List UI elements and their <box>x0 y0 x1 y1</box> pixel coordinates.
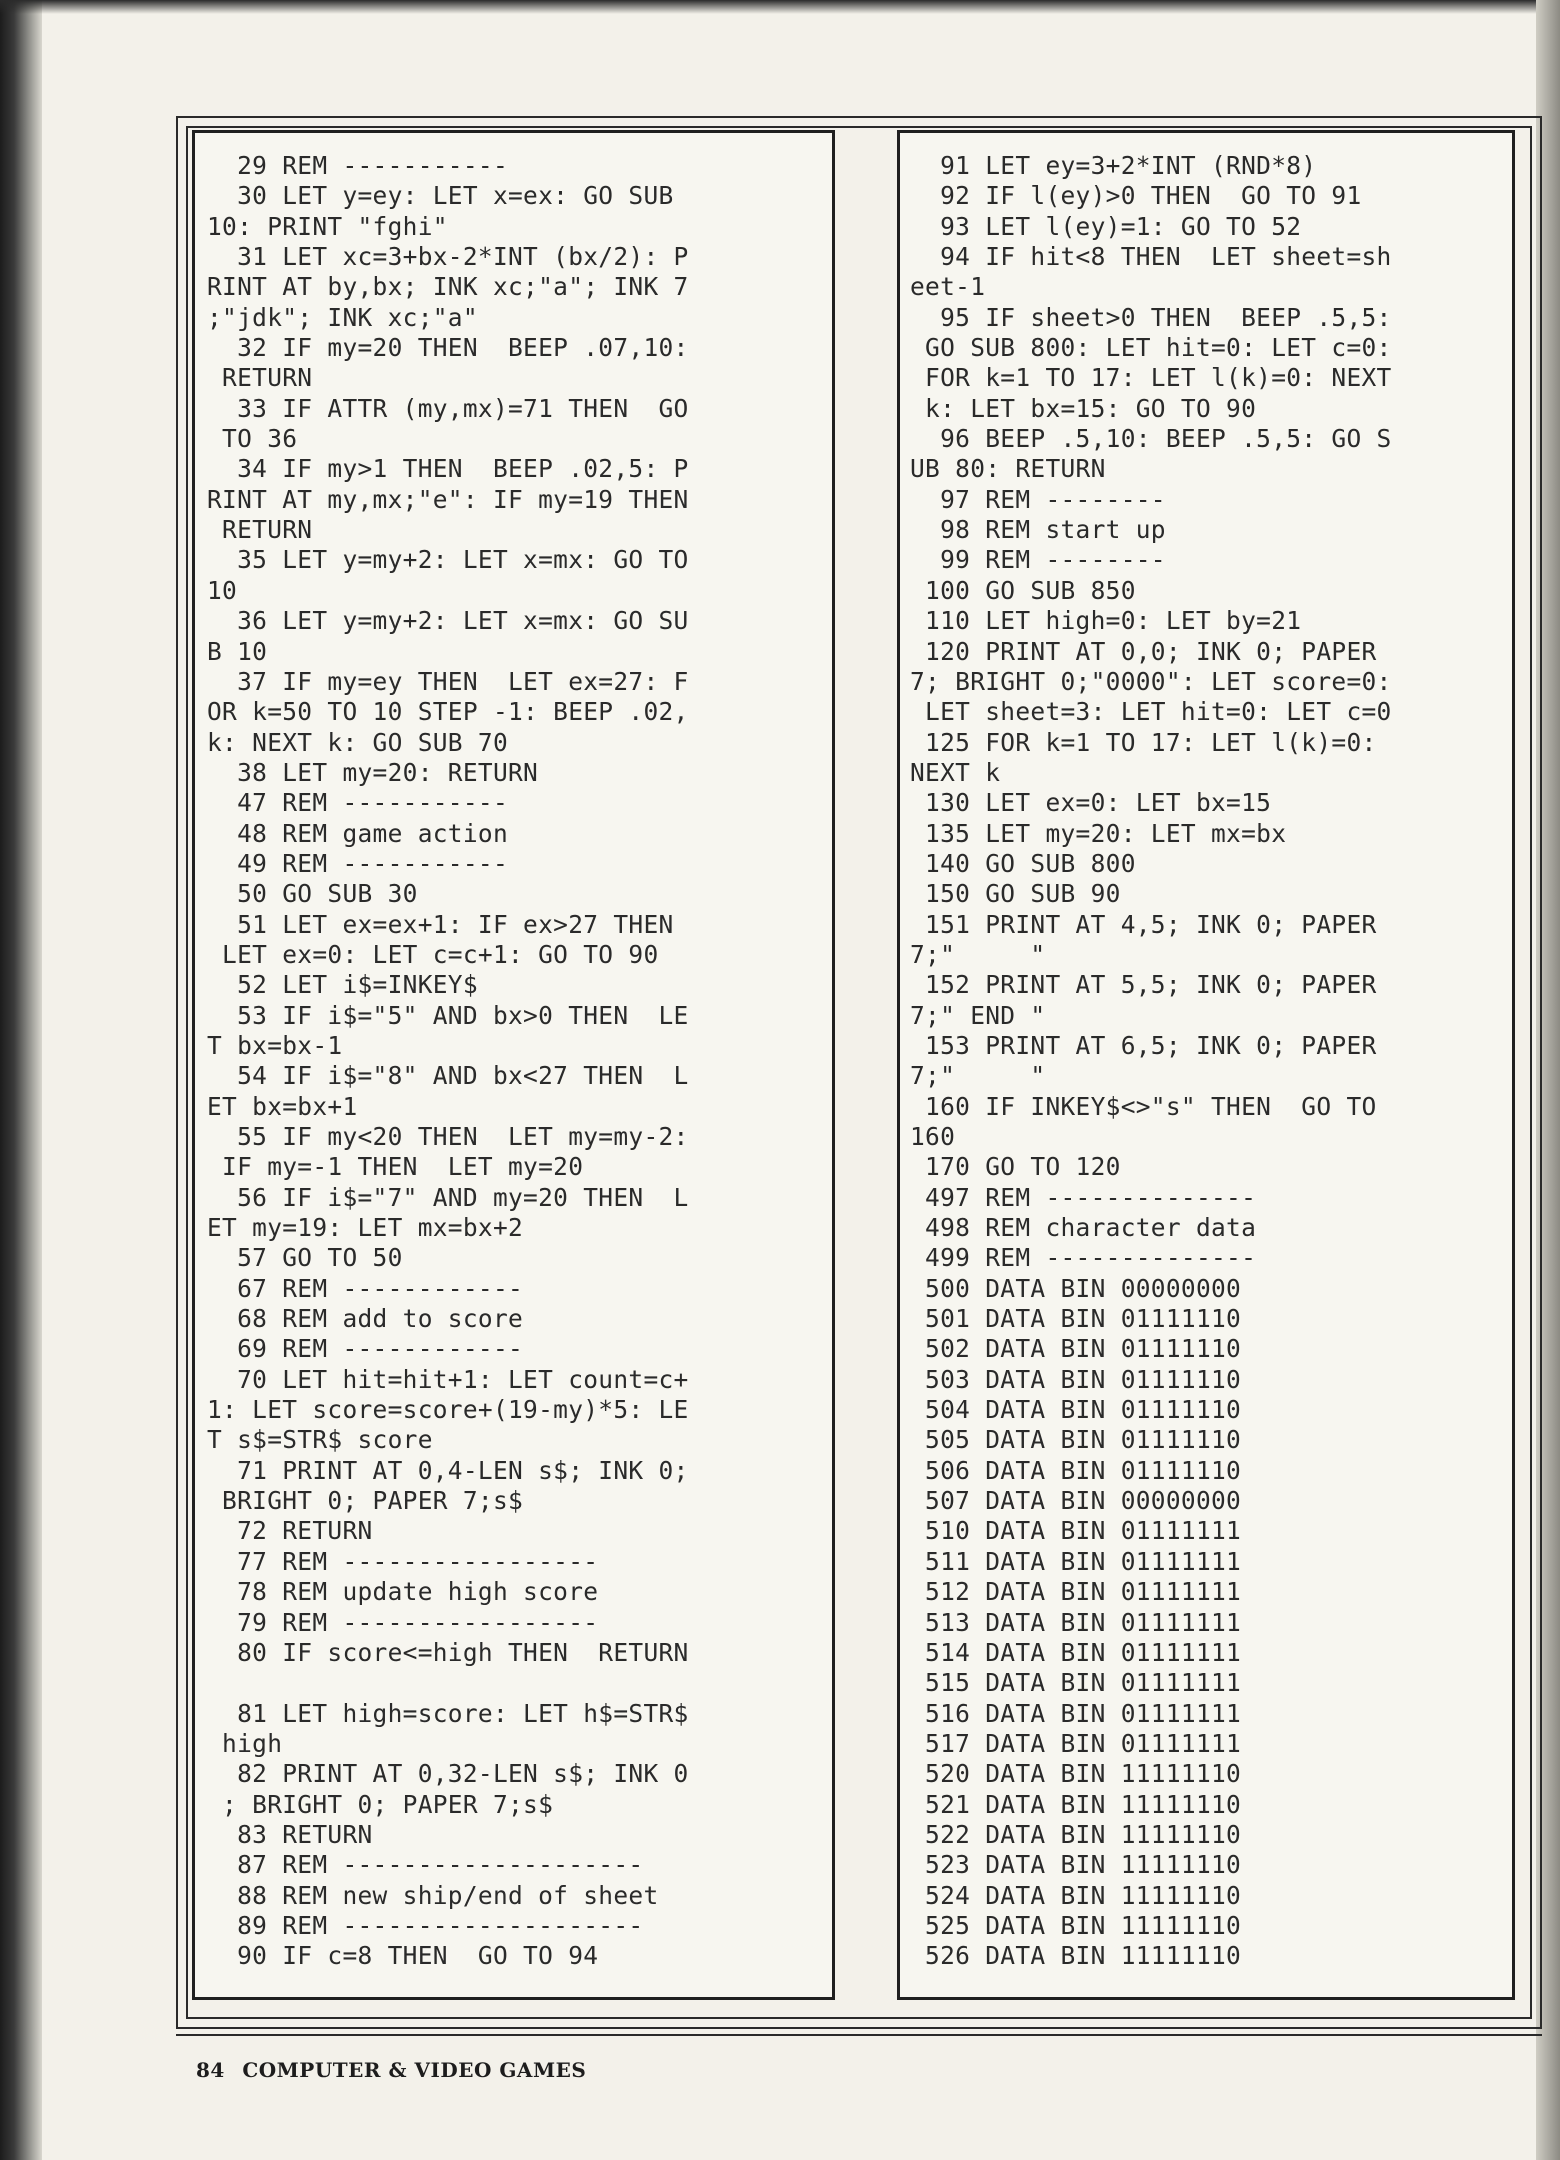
code-line: 521 DATA BIN 11111110 <box>910 1789 1242 1819</box>
code-line: 72 RETURN <box>207 1516 373 1546</box>
code-line: 125 FOR k=1 TO 17: LET l(k)=0: <box>910 727 1377 757</box>
program-listing-left <box>195 133 832 1972</box>
code-line: RINT AT by,bx; INK xc;"a"; INK 7 <box>207 272 689 302</box>
code-line: 78 REM update high score <box>207 1577 599 1607</box>
code-line: 10: PRINT "fghi" <box>207 211 448 241</box>
code-line: 522 DATA BIN 11111110 <box>910 1819 1242 1849</box>
code-line: 68 REM add to score <box>207 1304 524 1334</box>
code-line: 135 LET my=20: LET mx=bx <box>910 818 1287 848</box>
top-edge-shadow <box>0 0 1560 14</box>
code-line: 48 REM game action <box>207 818 509 848</box>
code-line: 82 PRINT AT 0,32-LEN s$; INK 0 <box>207 1759 689 1789</box>
code-line: 7; BRIGHT 0;"0000": LET score=0: <box>910 666 1392 696</box>
code-line: ; BRIGHT 0; PAPER 7;s$ <box>207 1789 554 1819</box>
code-line: 516 DATA BIN 01111111 <box>910 1698 1242 1728</box>
code-line: 506 DATA BIN 01111110 <box>910 1455 1242 1485</box>
code-line: 38 LET my=20: RETURN <box>207 757 539 787</box>
code-line: 79 REM ----------------- <box>207 1607 599 1637</box>
code-line: 498 REM character data <box>910 1213 1257 1243</box>
code-line: 35 LET y=my+2: LET x=mx: GO TO <box>207 545 689 575</box>
page-footer <box>196 2058 586 2082</box>
code-line: 501 DATA BIN 01111110 <box>910 1304 1242 1334</box>
code-line: 520 DATA BIN 11111110 <box>910 1759 1242 1789</box>
code-line: 30 LET y=ey: LET x=ex: GO SUB <box>207 181 674 211</box>
code-line: 94 IF hit<8 THEN LET sheet=sh <box>910 242 1392 272</box>
code-line: 504 DATA BIN 01111110 <box>910 1395 1242 1425</box>
code-line: RETURN <box>207 515 313 545</box>
binding-spine <box>0 0 42 2160</box>
code-line: 160 IF INKEY$<>"s" THEN GO TO <box>910 1091 1377 1121</box>
code-line: 87 REM -------------------- <box>207 1850 644 1880</box>
code-line: 80 IF score<=high THEN RETURN <box>207 1637 689 1667</box>
code-line: 507 DATA BIN 00000000 <box>910 1486 1242 1516</box>
code-line: 7;" " <box>910 939 1046 969</box>
code-line: LET sheet=3: LET hit=0: LET c=0 <box>910 697 1392 727</box>
code-line: 515 DATA BIN 01111111 <box>910 1668 1242 1698</box>
code-line: 95 IF sheet>0 THEN BEEP .5,5: <box>910 302 1392 332</box>
code-line: 91 LET ey=3+2*INT (RND*8) <box>910 151 1317 180</box>
code-line: UB 80: RETURN <box>910 454 1106 484</box>
code-line: ET my=19: LET mx=bx+2 <box>207 1213 524 1243</box>
code-line: 140 GO SUB 800 <box>910 848 1136 878</box>
code-line: 523 DATA BIN 11111110 <box>910 1850 1242 1880</box>
code-line: 110 LET high=0: LET by=21 <box>910 606 1302 636</box>
code-line <box>207 1668 832 1698</box>
code-line: 83 RETURN <box>207 1819 373 1849</box>
code-line: RETURN <box>207 363 313 393</box>
code-line: GO SUB 800: LET hit=0: LET c=0: <box>910 333 1392 363</box>
code-line: 57 GO TO 50 <box>207 1243 403 1273</box>
code-line: TO 36 <box>207 424 298 454</box>
code-line: 7;" END " <box>910 1000 1046 1030</box>
code-line: 510 DATA BIN 01111111 <box>910 1516 1242 1546</box>
code-line: 81 LET high=score: LET h$=STR$ <box>207 1698 689 1728</box>
code-line: k: NEXT k: GO SUB 70 <box>207 727 509 757</box>
code-line: 69 REM ------------ <box>207 1334 524 1364</box>
code-line: 1: LET score=score+(19-my)*5: LE <box>207 1395 689 1425</box>
code-line: 52 LET i$=INKEY$ <box>207 970 478 1000</box>
code-line: BRIGHT 0; PAPER 7;s$ <box>207 1486 524 1516</box>
code-line: 89 REM -------------------- <box>207 1910 644 1940</box>
code-line: 505 DATA BIN 01111110 <box>910 1425 1242 1455</box>
listing-column-left <box>192 130 835 2000</box>
code-line: 92 IF l(ey)>0 THEN GO TO 91 <box>910 181 1362 211</box>
code-line: 517 DATA BIN 01111111 <box>910 1728 1242 1758</box>
code-line: 49 REM ----------- <box>207 848 509 878</box>
code-line: 31 LET xc=3+bx-2*INT (bx/2): P <box>207 242 689 272</box>
code-line: 37 IF my=ey THEN LET ex=27: F <box>207 666 689 696</box>
code-line: 160 <box>910 1122 956 1151</box>
code-line: 70 LET hit=hit+1: LET count=c+ <box>207 1364 689 1394</box>
code-line: 120 PRINT AT 0,0; INK 0; PAPER <box>910 636 1377 666</box>
code-line: 93 LET l(ey)=1: GO TO 52 <box>910 211 1302 241</box>
code-line: 33 IF ATTR (my,mx)=71 THEN GO <box>207 393 689 423</box>
code-line: 56 IF i$="7" AND my=20 THEN L <box>207 1182 689 1212</box>
code-line: T bx=bx-1 <box>207 1030 343 1060</box>
code-line: 99 REM -------- <box>910 545 1166 575</box>
code-line: IF my=-1 THEN LET my=20 <box>207 1152 584 1182</box>
code-line: 511 DATA BIN 01111111 <box>910 1546 1242 1576</box>
code-line: 36 LET y=my+2: LET x=mx: GO SU <box>207 606 689 636</box>
code-line: 513 DATA BIN 01111111 <box>910 1607 1242 1637</box>
code-line: 7;" " <box>910 1061 1046 1091</box>
code-line: 514 DATA BIN 01111111 <box>910 1637 1242 1667</box>
code-line: 500 DATA BIN 00000000 <box>910 1273 1242 1303</box>
code-line: 47 REM ----------- <box>207 788 509 818</box>
code-line: 97 REM -------- <box>910 484 1166 514</box>
code-line: 524 DATA BIN 11111110 <box>910 1880 1242 1910</box>
code-line: 512 DATA BIN 01111111 <box>910 1577 1242 1607</box>
code-line: 10 <box>207 575 238 605</box>
code-line: 88 REM new ship/end of sheet <box>207 1880 659 1910</box>
page-number: 84 <box>196 2058 225 2082</box>
code-line: 55 IF my<20 THEN LET my=my-2: <box>207 1122 689 1151</box>
code-line: k: LET bx=15: GO TO 90 <box>910 393 1257 423</box>
listing-column-right <box>897 130 1515 2000</box>
code-line: 100 GO SUB 850 <box>910 575 1136 605</box>
code-line: ET bx=bx+1 <box>207 1091 358 1121</box>
code-line: RINT AT my,mx;"e": IF my=19 THEN <box>207 484 689 514</box>
code-line: 77 REM ----------------- <box>207 1546 599 1576</box>
code-line: 53 IF i$="5" AND bx>0 THEN LE <box>207 1000 689 1030</box>
code-line: 499 REM -------------- <box>910 1243 1257 1273</box>
code-line: 98 REM start up <box>910 515 1166 545</box>
footer-rule <box>176 2034 1542 2036</box>
code-line: 130 LET ex=0: LET bx=15 <box>910 788 1272 818</box>
code-line: 497 REM -------------- <box>910 1182 1257 1212</box>
code-line: 34 IF my>1 THEN BEEP .02,5: P <box>207 454 689 484</box>
code-line: 67 REM ------------ <box>207 1273 524 1303</box>
program-listing-right <box>900 133 1512 1972</box>
code-line: high <box>207 1728 283 1758</box>
code-line: 525 DATA BIN 11111110 <box>910 1910 1242 1940</box>
code-line: 96 BEEP .5,10: BEEP .5,5: GO S <box>910 424 1392 454</box>
code-line: 54 IF i$="8" AND bx<27 THEN L <box>207 1061 689 1091</box>
code-line: 153 PRINT AT 6,5; INK 0; PAPER <box>910 1030 1377 1060</box>
code-line: 29 REM ----------- <box>207 151 509 180</box>
code-line: 151 PRINT AT 4,5; INK 0; PAPER <box>910 909 1377 939</box>
code-line: 150 GO SUB 90 <box>910 879 1121 909</box>
code-line: 71 PRINT AT 0,4-LEN s$; INK 0; <box>207 1455 689 1485</box>
code-line: NEXT k <box>910 757 1001 787</box>
code-line: 152 PRINT AT 5,5; INK 0; PAPER <box>910 970 1377 1000</box>
code-line: 90 IF c=8 THEN GO TO 94 <box>207 1941 599 1971</box>
code-line: 51 LET ex=ex+1: IF ex>27 THEN <box>207 909 674 939</box>
code-line: LET ex=0: LET c=c+1: GO TO 90 <box>207 939 659 969</box>
code-line: 526 DATA BIN 11111110 <box>910 1941 1242 1971</box>
magazine-title: COMPUTER & VIDEO GAMES <box>242 2058 587 2082</box>
code-line: FOR k=1 TO 17: LET l(k)=0: NEXT <box>910 363 1392 393</box>
code-line: 50 GO SUB 30 <box>207 879 418 909</box>
code-line: OR k=50 TO 10 STEP -1: BEEP .02, <box>207 697 689 727</box>
code-line: B 10 <box>207 636 268 666</box>
code-line: 502 DATA BIN 01111110 <box>910 1334 1242 1364</box>
code-line: ;"jdk"; INK xc;"a" <box>207 302 478 332</box>
code-line: 503 DATA BIN 01111110 <box>910 1364 1242 1394</box>
code-line: 32 IF my=20 THEN BEEP .07,10: <box>207 333 689 363</box>
code-line: eet-1 <box>910 272 986 302</box>
code-line: 170 GO TO 120 <box>910 1152 1121 1182</box>
code-line: T s$=STR$ score <box>207 1425 433 1455</box>
